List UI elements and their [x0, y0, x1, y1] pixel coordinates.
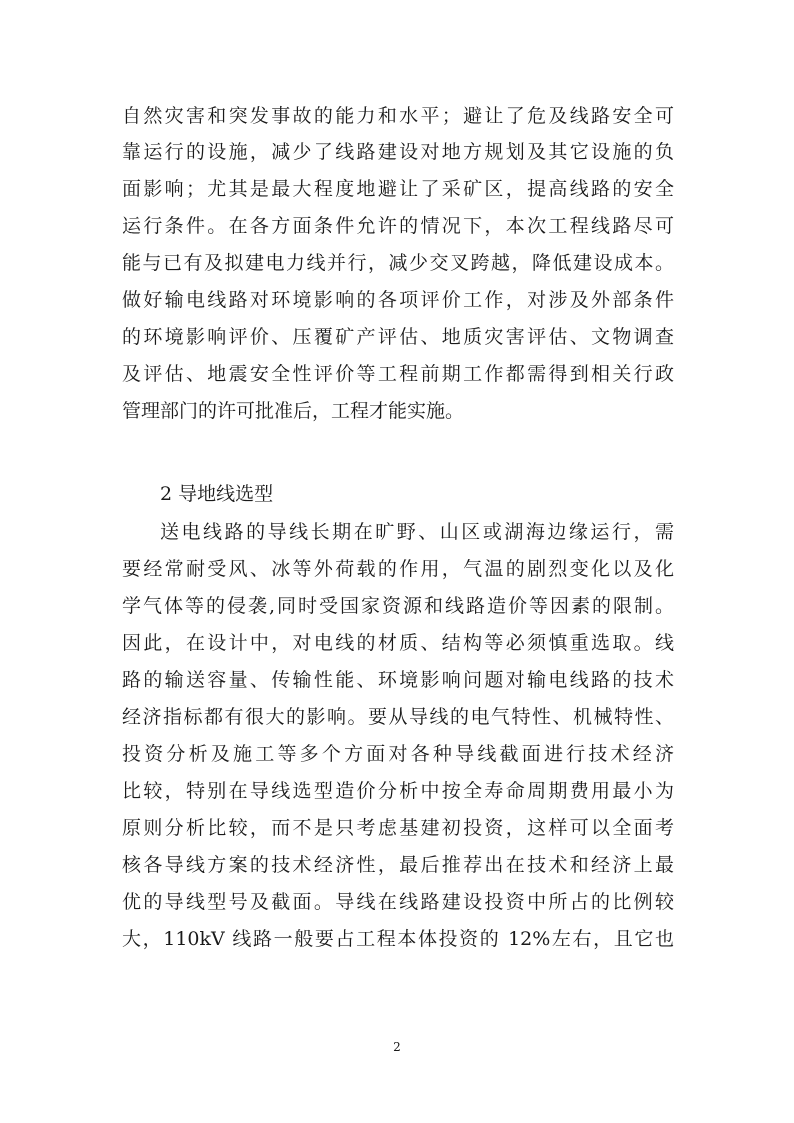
text-line: 送电线路的导线长期在旷野、山区或湖海边缘运行，需 — [160, 521, 674, 543]
text-line: 做好输电线路对环境影响的各项评价工作，对涉及外部条件 — [122, 289, 674, 311]
text-line: 因此，在设计中，对电线的材质、结构等必须慎重选取。线 — [122, 632, 674, 654]
text-line: 路的输送容量、传输性能、环境影响问题对输电线路的技术 — [122, 669, 674, 691]
text-line: 能与已有及拟建电力线并行，减少交叉跨越，降低建设成本。 — [122, 252, 674, 274]
text-line: 要经常耐受风、冰等外荷载的作用，气温的剧烈变化以及化 — [122, 558, 674, 580]
text-line: 的环境影响评价、压覆矿产评估、地质灾害评估、文物调查 — [122, 326, 674, 348]
text-line: 经济指标都有很大的影响。要从导线的电气特性、机械特性、 — [122, 706, 674, 728]
text-line: 投资分析及施工等多个方面对各种导线截面进行技术经济 — [122, 743, 674, 765]
text-line: 运行条件。在各方面条件允许的情况下，本次工程线路尽可 — [122, 215, 674, 237]
text-line: 大，110kV 线路一般要占工程本体投资的 12%左右，且它也 — [122, 928, 674, 950]
text-line: 比较，特别在导线选型造价分析中按全寿命周期费用最小为 — [122, 780, 674, 802]
text-line: 原则分析比较，而不是只考虑基建初投资，这样可以全面考 — [122, 817, 674, 839]
text-line: 靠运行的设施，减少了线路建设对地方规划及其它设施的负 — [122, 141, 674, 163]
text-line: 核各导线方案的技术经济性，最后推荐出在技术和经济上最 — [122, 854, 674, 876]
text-line: 及评估、地震安全性评价等工程前期工作都需得到相关行政 — [122, 363, 674, 385]
page-number: 2 — [393, 1040, 401, 1054]
text-line: 学气体等的侵袭,同时受国家资源和线路造价等因素的限制。 — [122, 595, 674, 617]
text-line: 优的导线型号及截面。导线在线路建设投资中所占的比例较 — [122, 891, 674, 913]
section-heading: 2 导地线选型 — [160, 483, 274, 505]
text-line: 管理部门的许可批准后，工程才能实施。 — [122, 400, 465, 422]
text-line: 自然灾害和突发事故的能力和水平；避让了危及线路安全可 — [122, 105, 674, 127]
text-line: 面影响；尤其是最大程度地避让了采矿区，提高线路的安全 — [122, 178, 674, 200]
